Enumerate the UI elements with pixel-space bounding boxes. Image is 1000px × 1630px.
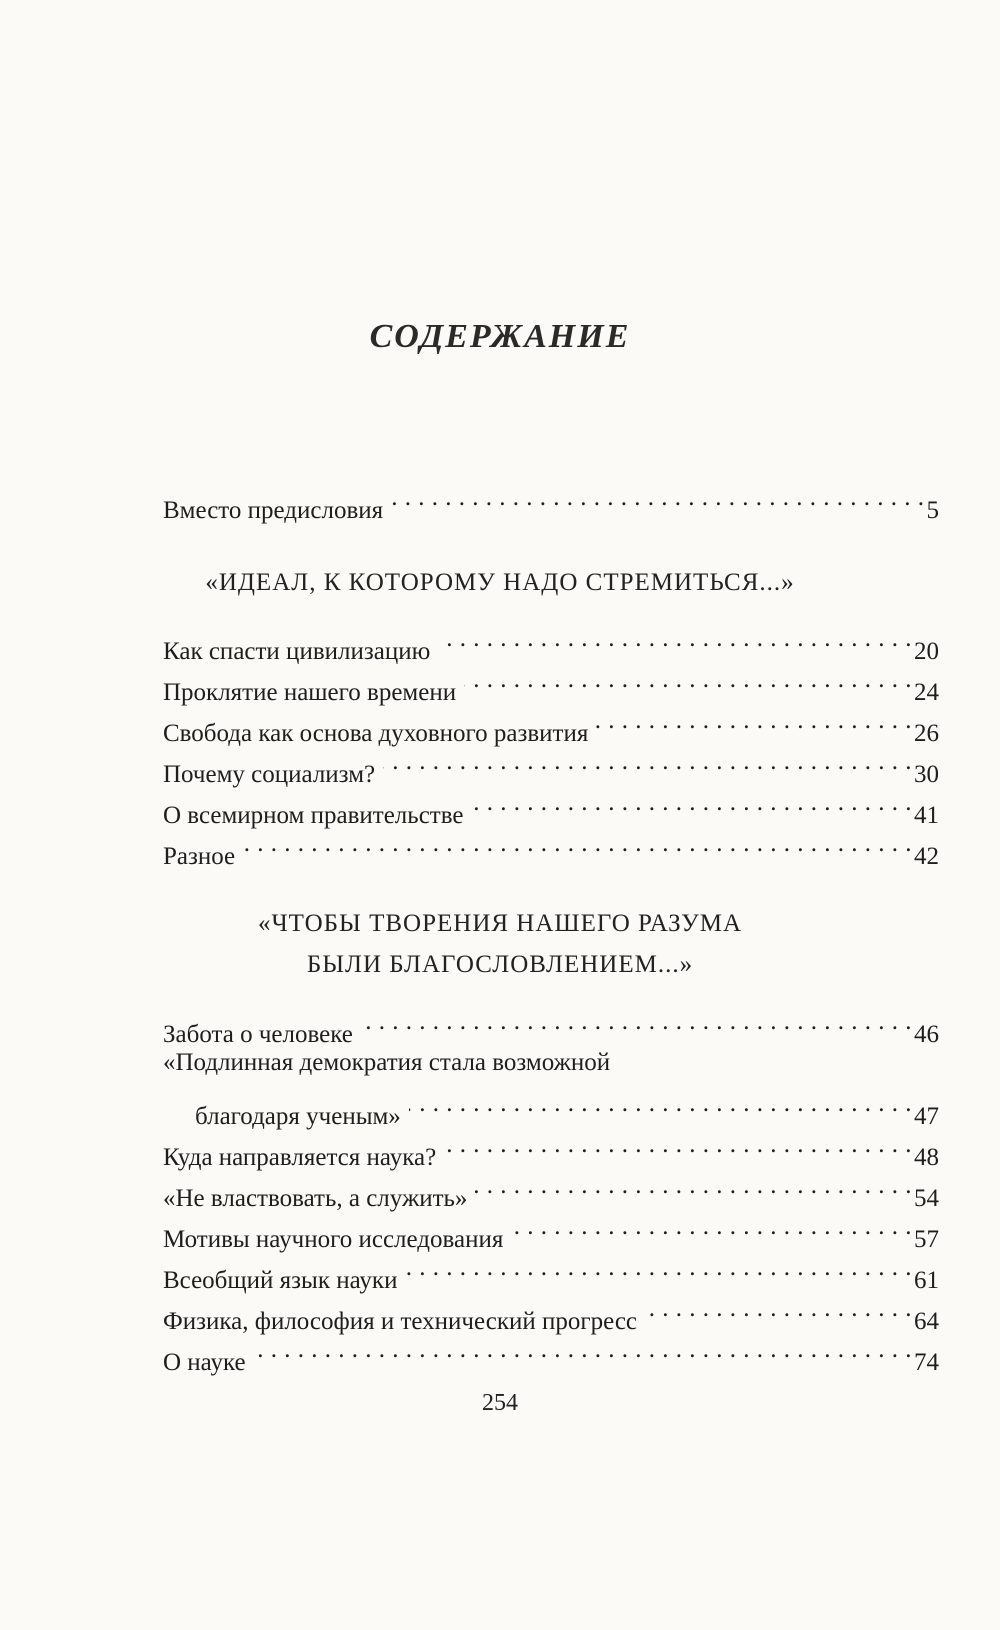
section-heading-line-2: БЫЛИ БЛАГОСЛОВЛЕНИЕМ...» xyxy=(306,951,694,978)
toc-entry xyxy=(163,1002,939,1048)
toc-entry xyxy=(163,1330,939,1376)
toc-entry-continuation xyxy=(163,1084,939,1130)
toc-entry-page: 64 xyxy=(914,1308,939,1335)
toc-entry-label: «Не властвовать, а служить» xyxy=(163,1185,468,1212)
toc-entry-first-line xyxy=(163,1043,939,1083)
toc-entry-label: Проклятие нашего времени xyxy=(163,679,457,706)
dot-leader xyxy=(596,701,912,741)
toc-entry xyxy=(163,742,939,788)
toc-entry-label: Куда направляется наука? xyxy=(163,1144,437,1171)
dot-leader xyxy=(645,1289,912,1329)
dot-leader xyxy=(438,619,912,659)
dot-leader xyxy=(405,1248,912,1288)
toc-entry-label-cont: благодаря ученым» xyxy=(195,1103,401,1130)
page-title: СОДЕРЖАНИЕ xyxy=(369,318,631,355)
toc-entry-page: 26 xyxy=(914,720,939,747)
toc-entry xyxy=(163,1248,939,1294)
toc-entry-page: 61 xyxy=(914,1267,939,1294)
toc-entry-label: Свобода как основа духовного развития xyxy=(163,720,589,747)
toc-entry-page: 57 xyxy=(914,1226,939,1253)
page-number: 254 xyxy=(482,1390,518,1416)
toc-entry-label: Разное xyxy=(163,843,236,870)
toc-entry-page: 5 xyxy=(926,497,939,524)
dot-leader xyxy=(444,1125,912,1165)
toc-entry-label: Мотивы научного исследования xyxy=(163,1226,504,1253)
toc-entry-preface xyxy=(163,478,939,524)
toc-entry-label: Почему социализм? xyxy=(163,761,376,788)
toc-entry xyxy=(163,783,939,829)
dot-leader xyxy=(409,1084,912,1124)
toc-entry xyxy=(163,1125,939,1171)
toc-entry-page: 42 xyxy=(914,843,939,870)
dot-leader xyxy=(511,1207,912,1247)
dot-leader xyxy=(383,742,912,782)
toc-entry-page: 41 xyxy=(914,802,939,829)
toc-entry-page: 48 xyxy=(914,1144,939,1171)
dot-leader xyxy=(254,1330,912,1370)
table-of-contents xyxy=(163,0,939,1630)
toc-entry-label: О науке xyxy=(163,1349,246,1376)
section-heading: «ИДЕАЛ, К КОТОРОМУ НАДО СТРЕМИТЬСЯ...» xyxy=(205,569,795,596)
toc-entry-page: 74 xyxy=(914,1349,939,1376)
dot-leader xyxy=(361,1002,912,1042)
toc-entry-label: Вместо предисловия xyxy=(163,497,384,524)
section-heading-line-1: «ЧТОБЫ ТВОРЕНИЯ НАШЕГО РАЗУМА xyxy=(257,910,743,937)
dot-leader xyxy=(475,1166,912,1206)
toc-entry-page: 30 xyxy=(914,761,939,788)
dot-leader xyxy=(391,478,924,518)
dot-leader xyxy=(471,783,912,823)
toc-entry-label: Как спасти цивилизацию xyxy=(163,638,431,665)
toc-entry xyxy=(163,1289,939,1335)
toc-entry-page: 54 xyxy=(914,1185,939,1212)
toc-entry-label: Забота о человеке xyxy=(163,1021,353,1048)
toc-entry-page: 20 xyxy=(914,638,939,665)
toc-entry xyxy=(163,701,939,747)
toc-entry-label: Всеобщий язык науки xyxy=(163,1267,398,1294)
toc-entry-label: Физика, философия и технический прогресс xyxy=(163,1308,638,1335)
toc-entry xyxy=(163,1166,939,1212)
toc-entry xyxy=(163,619,939,665)
dot-leader xyxy=(464,660,912,700)
toc-entry xyxy=(163,660,939,706)
toc-entry-label: «Подлинная демократия стала возможной xyxy=(163,1049,611,1076)
toc-entry xyxy=(163,824,939,870)
toc-entry-page: 47 xyxy=(914,1103,939,1130)
toc-entry-page: 24 xyxy=(914,679,939,706)
toc-entry-label: О всемирном правительстве xyxy=(163,802,464,829)
toc-entry xyxy=(163,1207,939,1253)
toc-entry-page: 46 xyxy=(914,1021,939,1048)
dot-leader xyxy=(243,824,912,864)
